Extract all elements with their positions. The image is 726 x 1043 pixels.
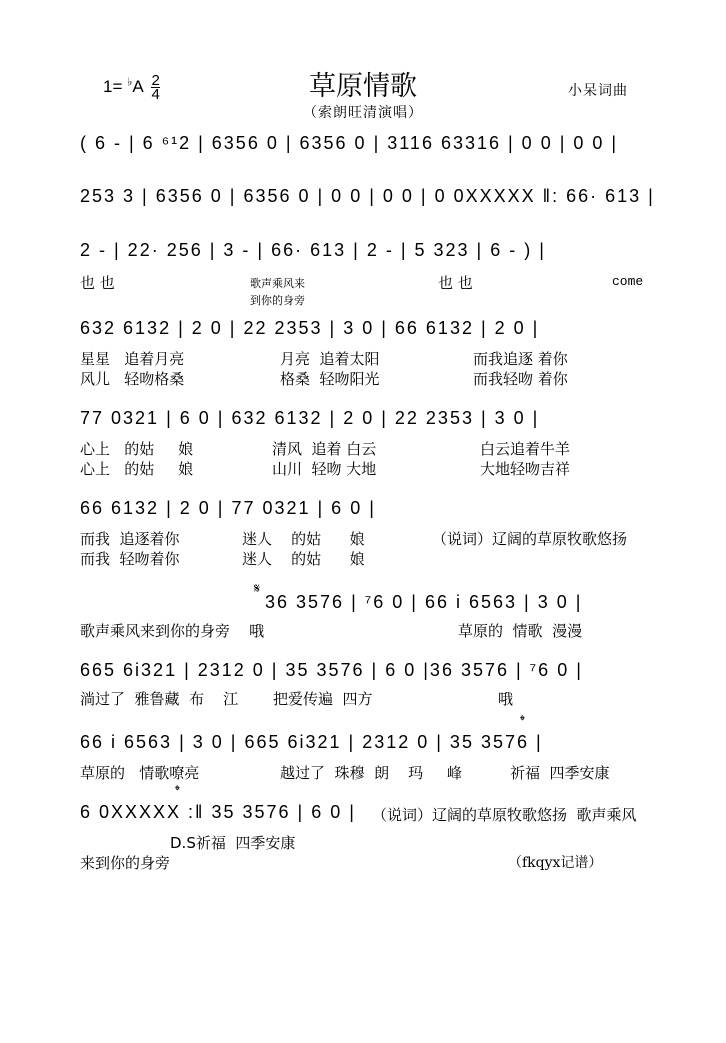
spoken-lyric: （说词）辽阔的草原牧歌悠扬 xyxy=(432,530,628,548)
lyric-line: 迷人 的姑 娘 xyxy=(242,550,365,568)
score-row-1 xyxy=(80,133,655,157)
notation-line: 253 3 | 6356 0 | 6356 0 | 0 0 | 0 0 | 0 0XXXXX ‖: 66· 613 | xyxy=(80,186,655,206)
lyric-line: 草原的 情歌 漫漫 xyxy=(458,622,583,640)
ds-lyric-line: D.S祈福 四季安康 xyxy=(170,834,296,852)
coda-icon: 𝄌 xyxy=(175,782,180,798)
lyric-line: 白云追着牛羊 xyxy=(480,440,571,458)
score-row-7 xyxy=(80,580,655,640)
lyric-line: 淌过了 雅鲁藏 布 江 xyxy=(80,690,239,708)
lyric-line: 星星 追着月亮 xyxy=(80,350,185,368)
score-row-6 xyxy=(80,498,655,568)
score-row-9 xyxy=(80,712,655,782)
lyric-line: 歌声乘风来 xyxy=(250,277,305,290)
notation-line: 632 6132 | 2 0 | 22 2353 | 3 0 | 66 6132 | 2 0 | xyxy=(80,318,540,338)
score-row-8 xyxy=(80,660,655,708)
lyric-line: 风儿 轻吻格桑 xyxy=(80,370,185,388)
lyric-line: 哦 xyxy=(498,690,514,708)
flat-icon: ♭ xyxy=(127,76,133,89)
composer-credit: 小呆词曲 xyxy=(568,83,628,99)
lyric-line: 清风 追着 白云 xyxy=(272,440,377,458)
lyric-line: 而我轻吻 着你 xyxy=(473,370,568,388)
lyric-line: 而我 轻吻着你 xyxy=(80,550,180,568)
score-row-4 xyxy=(80,318,655,388)
lyric-line: 大地轻吻吉祥 xyxy=(480,460,571,478)
score-row-3 xyxy=(80,240,655,307)
lyric-line: 而我 追逐着你 xyxy=(80,530,180,548)
key-letter: A xyxy=(132,76,143,96)
lyric-line: 山川 轻吻 大地 xyxy=(272,460,377,478)
notation-line: 77 0321 | 6 0 | 632 6132 | 2 0 | 22 2353 | 3 0 | xyxy=(80,408,540,428)
notation-line: 36 3576 | ⁷6 0 | 66 i 6563 | 3 0 | xyxy=(265,592,583,612)
lyric-line: 歌声乘风来到你的身旁 哦 xyxy=(80,622,265,640)
lyric-line: come xyxy=(612,274,644,289)
key-prefix: 1= xyxy=(103,76,123,96)
performer-subtitle: （索朗旺清演唱） xyxy=(303,105,423,121)
notation-line: 66 i 6563 | 3 0 | 665 6i321 | 2312 0 | 35 3576 | xyxy=(80,732,543,752)
continuation-lyric: 来到你的身旁 xyxy=(80,854,171,872)
notation-line: 2 - | 22· 256 | 3 - | 66· 613 | 2 - | 5 323 | 6 - ) | xyxy=(80,240,546,260)
lyric-line: 到你的身旁 xyxy=(250,294,305,307)
lyric-line: 迷人 的姑 娘 xyxy=(242,530,365,548)
time-signature-top: 2 xyxy=(151,72,160,89)
score-row-10 xyxy=(80,782,655,852)
time-signature-bottom: 4 xyxy=(151,86,160,103)
lyric-line: 祈福 四季安康 xyxy=(510,764,610,782)
notation-line: 66 6132 | 2 0 | 77 0321 | 6 0 | xyxy=(80,498,376,518)
lyric-line: 越过了 珠穆 朗 玛 峰 xyxy=(280,764,462,782)
notation-line: ( 6 - | 6 ⁶¹2 | 6356 0 | 6356 0 | 3116 63316 | 0 0 | 0 0 | xyxy=(80,133,619,153)
lyric-line: 而我追逐 着你 xyxy=(473,350,568,368)
score-row-2 xyxy=(80,186,655,210)
coda-icon: 𝄌 xyxy=(520,712,525,728)
lyric-line: 把爱传遍 四方 xyxy=(273,690,373,708)
score-row-5 xyxy=(80,408,655,478)
lyric-line: 心上 的姑 娘 xyxy=(80,460,194,478)
notation-line: 665 6i321 | 2312 0 | 35 3576 | 6 0 |36 3576 | ⁷6 0 | xyxy=(80,660,583,680)
lyric-line: 也 也 xyxy=(438,274,473,292)
lyric-line: 格桑 轻吻阳光 xyxy=(280,370,380,388)
transcriber-note: （fkqyx记谱） xyxy=(508,855,603,871)
lyric-line: 也 也 xyxy=(80,274,115,292)
notation-line: 6 0XXXXX :‖ 35 3576 | 6 0 | xyxy=(80,802,356,822)
lyric-line: 心上 的姑 娘 xyxy=(80,440,194,458)
lyric-line: 草原的 情歌嘹亮 xyxy=(80,764,200,782)
segno-icon: 𝄋 xyxy=(254,580,261,596)
lyric-line: 月亮 追着太阳 xyxy=(280,350,380,368)
song-title: 草原情歌 xyxy=(309,71,417,102)
spoken-lyric: （说词）辽阔的草原牧歌悠扬 歌声乘风 xyxy=(372,806,637,824)
